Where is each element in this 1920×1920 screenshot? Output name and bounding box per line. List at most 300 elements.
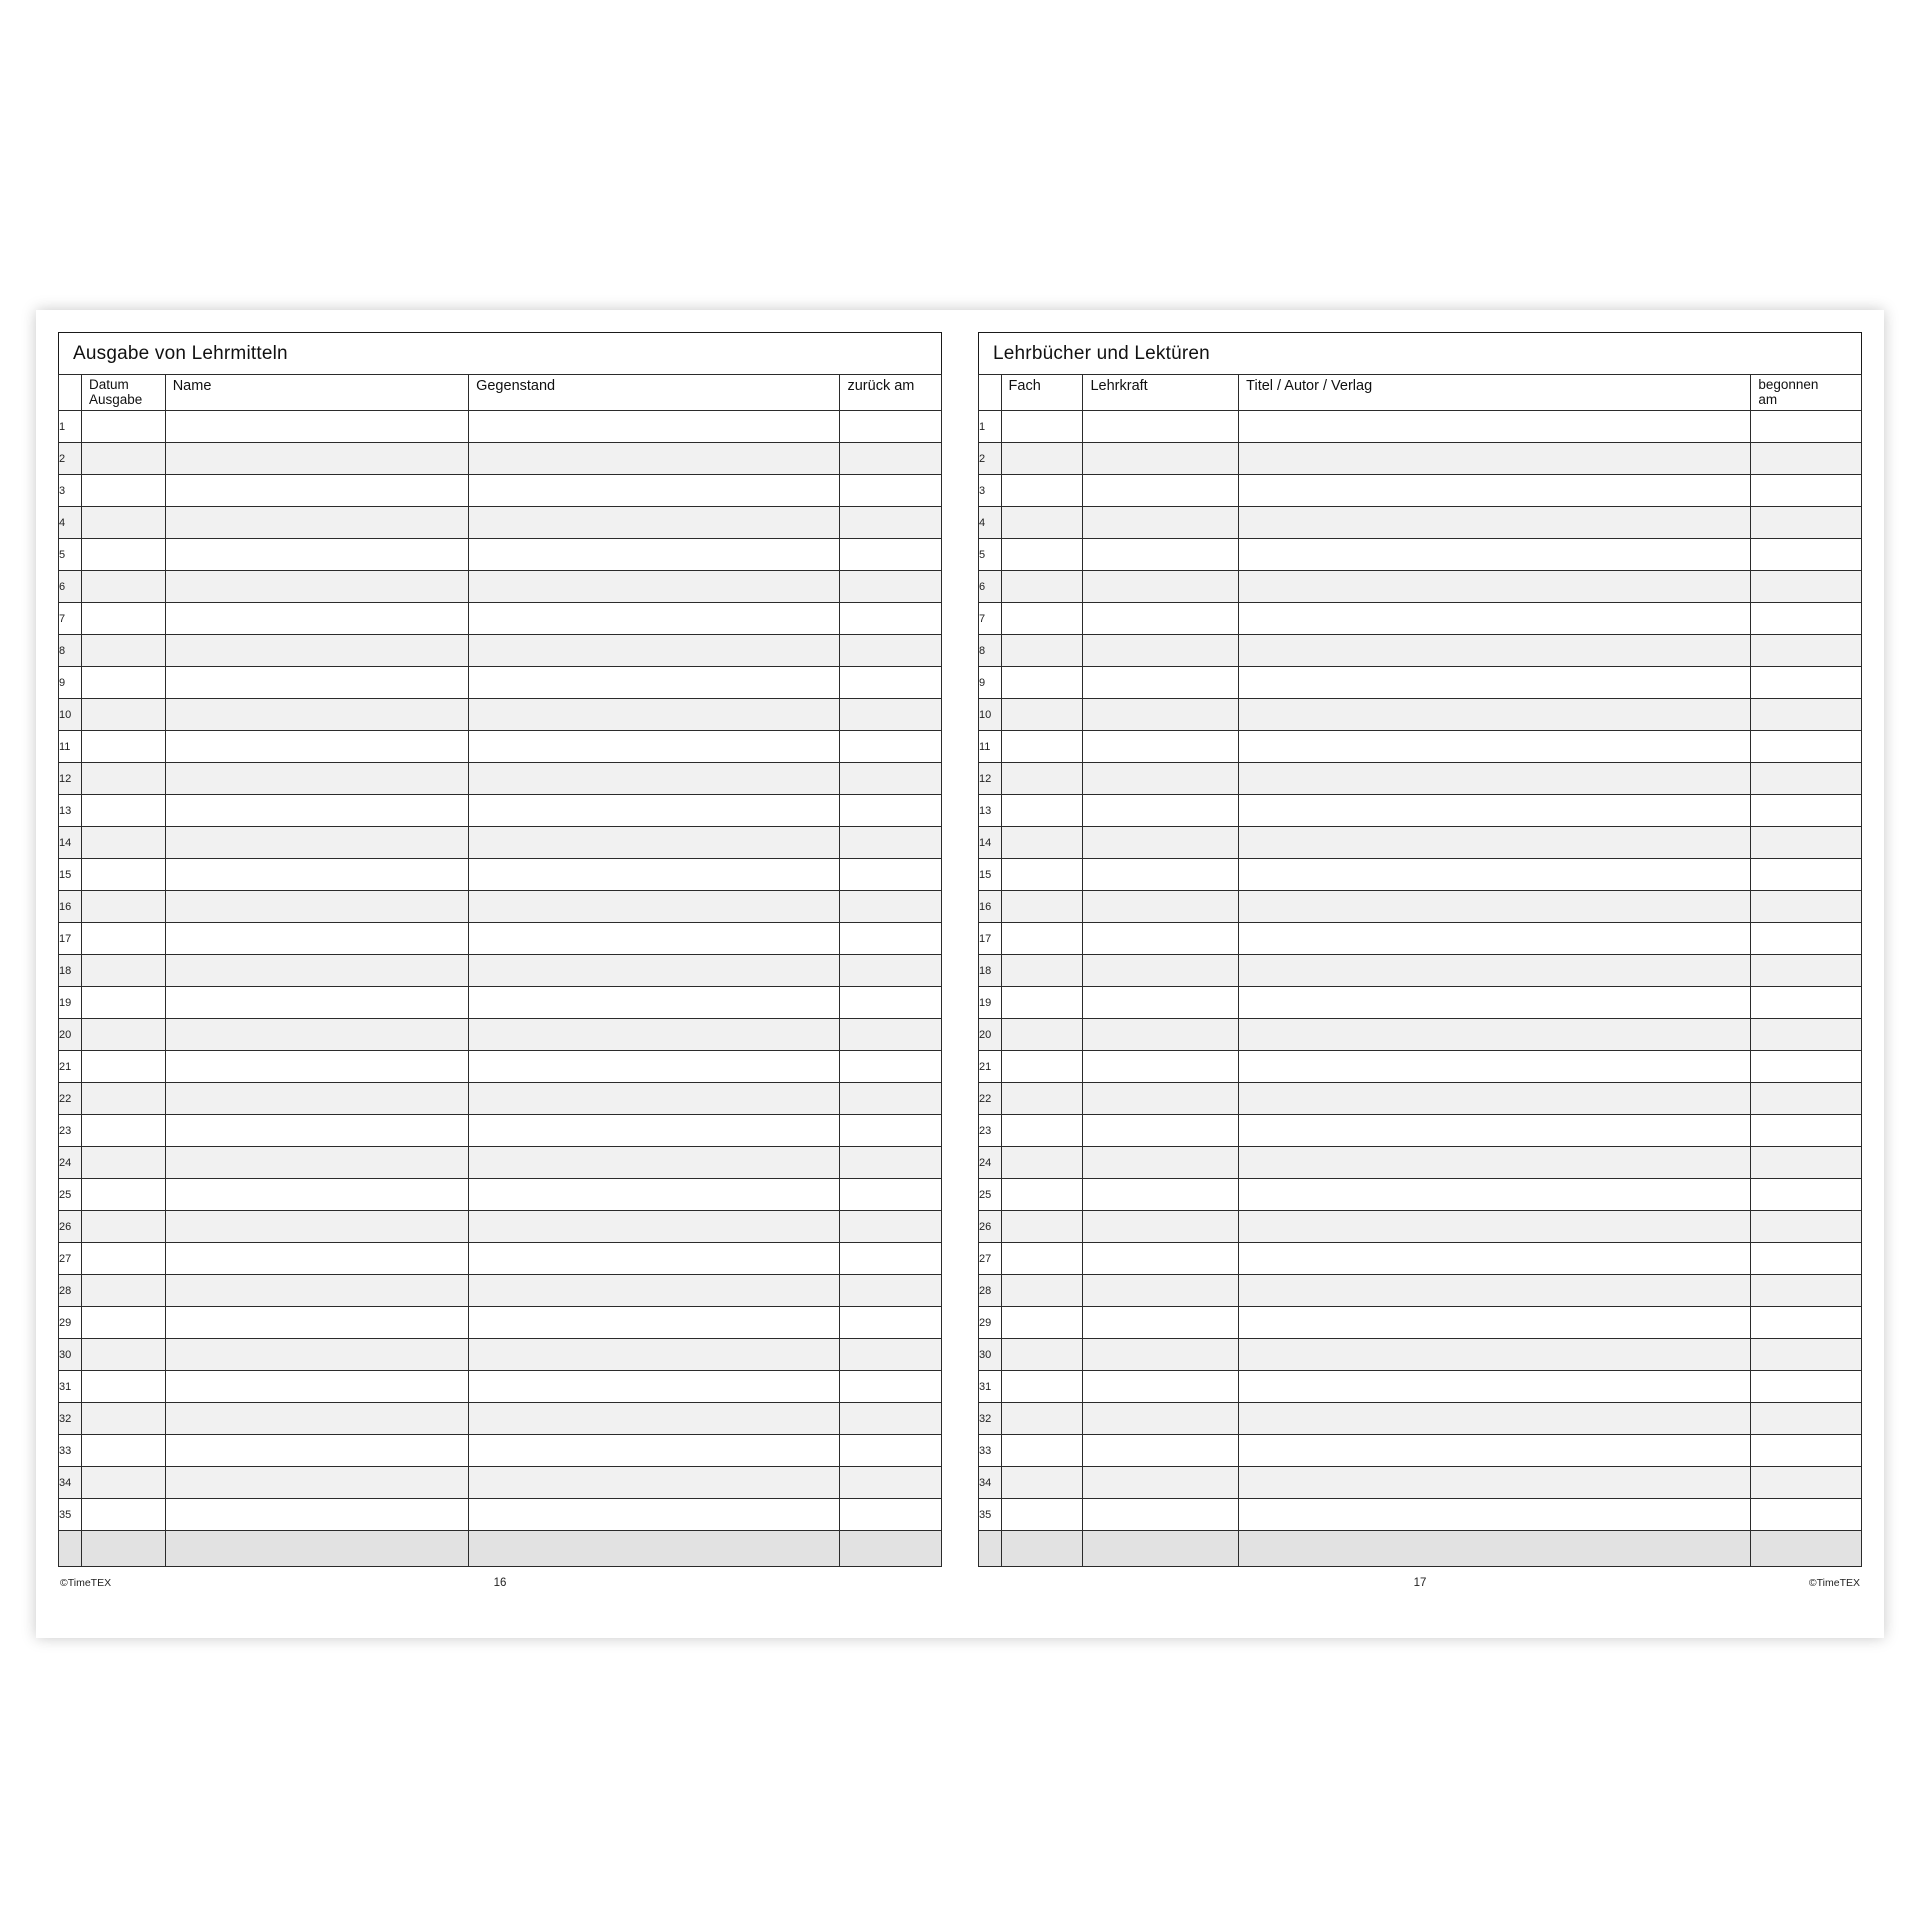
table-cell[interactable] <box>165 923 468 955</box>
table-row[interactable] <box>979 955 1862 987</box>
table-cell[interactable] <box>469 1083 840 1115</box>
table-cell[interactable] <box>1083 603 1239 635</box>
table-cell[interactable] <box>1239 1179 1751 1211</box>
table-cell[interactable] <box>82 1307 166 1339</box>
table-cell[interactable] <box>469 1403 840 1435</box>
table-cell[interactable] <box>165 1147 468 1179</box>
table-cell[interactable] <box>1751 1115 1862 1147</box>
table-row[interactable] <box>59 475 942 507</box>
table-cell[interactable] <box>840 699 942 731</box>
table-cell[interactable] <box>1751 1019 1862 1051</box>
table-cell[interactable] <box>165 475 468 507</box>
table-cell[interactable] <box>469 1019 840 1051</box>
table-cell[interactable] <box>1083 1435 1239 1467</box>
table-cell[interactable] <box>469 1467 840 1499</box>
table-cell[interactable] <box>840 475 942 507</box>
table-cell[interactable] <box>1001 1307 1083 1339</box>
table-cell[interactable] <box>1239 1499 1751 1531</box>
table-row[interactable] <box>59 1115 942 1147</box>
table-cell[interactable] <box>469 1307 840 1339</box>
table-cell[interactable] <box>1083 507 1239 539</box>
table-cell[interactable] <box>82 987 166 1019</box>
table-cell[interactable] <box>1751 475 1862 507</box>
table-row[interactable] <box>59 411 942 443</box>
table-row[interactable] <box>979 1019 1862 1051</box>
table-cell[interactable] <box>1239 1435 1751 1467</box>
table-cell[interactable] <box>1083 1499 1239 1531</box>
table-cell[interactable] <box>1751 1467 1862 1499</box>
table-cell[interactable] <box>82 603 166 635</box>
table-cell[interactable] <box>1001 1243 1083 1275</box>
table-cell[interactable] <box>1239 859 1751 891</box>
table-cell[interactable] <box>1001 923 1083 955</box>
table-row[interactable] <box>979 635 1862 667</box>
table-row[interactable] <box>59 1403 942 1435</box>
table-cell[interactable] <box>1751 1243 1862 1275</box>
table-cell[interactable] <box>1239 571 1751 603</box>
table-cell[interactable] <box>469 827 840 859</box>
table-cell[interactable] <box>1239 539 1751 571</box>
table-cell[interactable] <box>165 603 468 635</box>
table-cell[interactable] <box>469 891 840 923</box>
table-cell[interactable] <box>469 987 840 1019</box>
table-cell[interactable] <box>1083 1243 1239 1275</box>
table-cell[interactable] <box>82 411 166 443</box>
table-cell[interactable] <box>1001 603 1083 635</box>
table-row[interactable] <box>979 1307 1862 1339</box>
table-cell[interactable] <box>840 1435 942 1467</box>
table-cell[interactable] <box>82 1467 166 1499</box>
table-cell[interactable] <box>840 1147 942 1179</box>
table-cell[interactable] <box>1751 667 1862 699</box>
table-row[interactable] <box>59 1019 942 1051</box>
table-row[interactable] <box>979 1467 1862 1499</box>
table-cell[interactable] <box>469 1243 840 1275</box>
table-cell[interactable] <box>82 1115 166 1147</box>
table-cell[interactable] <box>469 1339 840 1371</box>
table-cell[interactable] <box>840 923 942 955</box>
table-cell[interactable] <box>1239 923 1751 955</box>
table-cell[interactable] <box>1001 987 1083 1019</box>
table-cell[interactable] <box>1751 1083 1862 1115</box>
table-row[interactable] <box>979 1115 1862 1147</box>
table-cell[interactable] <box>1239 1371 1751 1403</box>
table-cell[interactable] <box>840 1051 942 1083</box>
table-row[interactable] <box>59 987 942 1019</box>
table-row[interactable] <box>59 1179 942 1211</box>
table-cell[interactable] <box>840 667 942 699</box>
table-row[interactable] <box>979 1211 1862 1243</box>
table-cell[interactable] <box>165 827 468 859</box>
table-row[interactable] <box>979 795 1862 827</box>
table-cell[interactable] <box>1001 1115 1083 1147</box>
table-cell[interactable] <box>469 603 840 635</box>
table-cell[interactable] <box>1751 1275 1862 1307</box>
table-cell[interactable] <box>840 731 942 763</box>
table-cell[interactable] <box>1083 539 1239 571</box>
table-cell[interactable] <box>840 1019 942 1051</box>
table-cell[interactable] <box>1083 827 1239 859</box>
table-cell[interactable] <box>1751 827 1862 859</box>
table-cell[interactable] <box>1083 891 1239 923</box>
table-cell[interactable] <box>1083 859 1239 891</box>
table-cell[interactable] <box>1239 1211 1751 1243</box>
table-cell[interactable] <box>840 1211 942 1243</box>
table-cell[interactable] <box>469 443 840 475</box>
table-row[interactable] <box>59 891 942 923</box>
table-cell[interactable] <box>1751 1211 1862 1243</box>
table-row[interactable] <box>59 1435 942 1467</box>
table-row[interactable] <box>59 539 942 571</box>
table-cell[interactable] <box>1239 763 1751 795</box>
table-cell[interactable] <box>840 1083 942 1115</box>
table-row[interactable] <box>59 1243 942 1275</box>
table-cell[interactable] <box>1239 667 1751 699</box>
table-row[interactable] <box>979 1083 1862 1115</box>
table-cell[interactable] <box>165 507 468 539</box>
table-cell[interactable] <box>82 1435 166 1467</box>
table-cell[interactable] <box>165 571 468 603</box>
table-cell[interactable] <box>469 1051 840 1083</box>
table-cell[interactable] <box>82 1243 166 1275</box>
table-cell[interactable] <box>1083 571 1239 603</box>
table-cell[interactable] <box>1751 443 1862 475</box>
table-row[interactable] <box>59 1211 942 1243</box>
table-cell[interactable] <box>82 1019 166 1051</box>
table-cell[interactable] <box>469 923 840 955</box>
table-cell[interactable] <box>165 1211 468 1243</box>
table-row[interactable] <box>979 1499 1862 1531</box>
table-cell[interactable] <box>1001 731 1083 763</box>
table-cell[interactable] <box>165 891 468 923</box>
table-row[interactable] <box>59 827 942 859</box>
table-row[interactable] <box>979 1403 1862 1435</box>
table-cell[interactable] <box>1083 1275 1239 1307</box>
table-cell[interactable] <box>840 1403 942 1435</box>
table-cell[interactable] <box>1239 1147 1751 1179</box>
table-row[interactable] <box>979 443 1862 475</box>
table-cell[interactable] <box>1239 731 1751 763</box>
table-cell[interactable] <box>1239 891 1751 923</box>
table-cell[interactable] <box>165 763 468 795</box>
table-cell[interactable] <box>469 731 840 763</box>
table-cell[interactable] <box>1239 1275 1751 1307</box>
table-cell[interactable] <box>82 699 166 731</box>
table-row[interactable] <box>979 987 1862 1019</box>
table-cell[interactable] <box>165 443 468 475</box>
table-row[interactable] <box>59 699 942 731</box>
table-row[interactable] <box>59 923 942 955</box>
table-row[interactable] <box>979 1051 1862 1083</box>
table-cell[interactable] <box>82 1403 166 1435</box>
table-cell[interactable] <box>840 635 942 667</box>
table-cell[interactable] <box>82 1179 166 1211</box>
table-cell[interactable] <box>1001 795 1083 827</box>
table-cell[interactable] <box>1751 795 1862 827</box>
table-cell[interactable] <box>1001 1403 1083 1435</box>
table-cell[interactable] <box>1239 1115 1751 1147</box>
table-cell[interactable] <box>1001 827 1083 859</box>
table-cell[interactable] <box>1239 955 1751 987</box>
table-row[interactable] <box>59 1499 942 1531</box>
table-cell[interactable] <box>165 955 468 987</box>
table-cell[interactable] <box>1083 1083 1239 1115</box>
table-cell[interactable] <box>1239 411 1751 443</box>
table-cell[interactable] <box>469 1179 840 1211</box>
table-cell[interactable] <box>1001 475 1083 507</box>
table-cell[interactable] <box>165 1275 468 1307</box>
table-cell[interactable] <box>82 507 166 539</box>
table-cell[interactable] <box>82 571 166 603</box>
table-cell[interactable] <box>1083 667 1239 699</box>
table-cell[interactable] <box>82 891 166 923</box>
table-cell[interactable] <box>1083 475 1239 507</box>
table-row[interactable] <box>979 763 1862 795</box>
table-cell[interactable] <box>840 795 942 827</box>
table-cell[interactable] <box>840 507 942 539</box>
table-cell[interactable] <box>469 1115 840 1147</box>
table-cell[interactable] <box>1001 1499 1083 1531</box>
table-cell[interactable] <box>1083 1307 1239 1339</box>
table-cell[interactable] <box>1239 443 1751 475</box>
table-cell[interactable] <box>1083 1147 1239 1179</box>
table-row[interactable] <box>979 827 1862 859</box>
table-cell[interactable] <box>165 1339 468 1371</box>
table-cell[interactable] <box>165 859 468 891</box>
table-row[interactable] <box>59 859 942 891</box>
table-cell[interactable] <box>1751 923 1862 955</box>
table-cell[interactable] <box>165 1115 468 1147</box>
table-cell[interactable] <box>1083 443 1239 475</box>
table-cell[interactable] <box>1001 1147 1083 1179</box>
table-cell[interactable] <box>1083 1339 1239 1371</box>
table-cell[interactable] <box>840 1179 942 1211</box>
table-row[interactable] <box>979 1275 1862 1307</box>
table-row[interactable] <box>979 1371 1862 1403</box>
table-cell[interactable] <box>1083 699 1239 731</box>
table-row[interactable] <box>979 859 1862 891</box>
table-row[interactable] <box>59 443 942 475</box>
table-cell[interactable] <box>469 1211 840 1243</box>
table-cell[interactable] <box>469 1371 840 1403</box>
table-cell[interactable] <box>1751 1435 1862 1467</box>
table-cell[interactable] <box>165 1435 468 1467</box>
table-cell[interactable] <box>1239 1403 1751 1435</box>
table-cell[interactable] <box>1001 891 1083 923</box>
table-cell[interactable] <box>469 635 840 667</box>
table-cell[interactable] <box>1751 571 1862 603</box>
table-cell[interactable] <box>1083 1051 1239 1083</box>
table-cell[interactable] <box>1001 1179 1083 1211</box>
table-cell[interactable] <box>1751 1307 1862 1339</box>
table-cell[interactable] <box>1001 859 1083 891</box>
table-cell[interactable] <box>82 827 166 859</box>
table-cell[interactable] <box>1001 1051 1083 1083</box>
table-cell[interactable] <box>1751 539 1862 571</box>
table-row[interactable] <box>59 731 942 763</box>
table-cell[interactable] <box>1751 1051 1862 1083</box>
table-cell[interactable] <box>1001 955 1083 987</box>
table-cell[interactable] <box>840 1339 942 1371</box>
table-cell[interactable] <box>165 635 468 667</box>
table-cell[interactable] <box>469 1499 840 1531</box>
table-row[interactable] <box>979 1147 1862 1179</box>
table-cell[interactable] <box>469 507 840 539</box>
table-cell[interactable] <box>1751 891 1862 923</box>
table-cell[interactable] <box>1751 603 1862 635</box>
table-cell[interactable] <box>165 1467 468 1499</box>
table-cell[interactable] <box>840 571 942 603</box>
table-cell[interactable] <box>1751 763 1862 795</box>
table-cell[interactable] <box>840 763 942 795</box>
table-cell[interactable] <box>1083 1371 1239 1403</box>
table-cell[interactable] <box>840 539 942 571</box>
table-cell[interactable] <box>1751 635 1862 667</box>
table-row[interactable] <box>59 507 942 539</box>
table-cell[interactable] <box>840 443 942 475</box>
table-cell[interactable] <box>469 699 840 731</box>
table-cell[interactable] <box>82 1211 166 1243</box>
table-cell[interactable] <box>1751 507 1862 539</box>
table-cell[interactable] <box>1083 1115 1239 1147</box>
table-cell[interactable] <box>469 859 840 891</box>
table-cell[interactable] <box>165 731 468 763</box>
table-cell[interactable] <box>82 635 166 667</box>
table-cell[interactable] <box>82 859 166 891</box>
table-cell[interactable] <box>165 1179 468 1211</box>
table-cell[interactable] <box>469 411 840 443</box>
table-cell[interactable] <box>840 1275 942 1307</box>
table-cell[interactable] <box>469 571 840 603</box>
table-row[interactable] <box>59 1275 942 1307</box>
table-cell[interactable] <box>1001 539 1083 571</box>
table-cell[interactable] <box>840 1467 942 1499</box>
table-cell[interactable] <box>1239 699 1751 731</box>
table-cell[interactable] <box>1083 411 1239 443</box>
table-row[interactable] <box>979 1179 1862 1211</box>
table-cell[interactable] <box>1751 699 1862 731</box>
table-cell[interactable] <box>840 891 942 923</box>
table-cell[interactable] <box>165 1307 468 1339</box>
table-cell[interactable] <box>1751 1371 1862 1403</box>
table-cell[interactable] <box>165 1051 468 1083</box>
table-cell[interactable] <box>165 795 468 827</box>
table-cell[interactable] <box>1239 1051 1751 1083</box>
table-row[interactable] <box>59 1371 942 1403</box>
table-cell[interactable] <box>1239 795 1751 827</box>
table-cell[interactable] <box>1083 1403 1239 1435</box>
table-cell[interactable] <box>1751 1147 1862 1179</box>
table-cell[interactable] <box>840 955 942 987</box>
table-cell[interactable] <box>165 539 468 571</box>
table-cell[interactable] <box>82 1499 166 1531</box>
table-cell[interactable] <box>1751 987 1862 1019</box>
table-row[interactable] <box>59 1307 942 1339</box>
table-cell[interactable] <box>82 731 166 763</box>
table-cell[interactable] <box>82 1339 166 1371</box>
table-row[interactable] <box>979 411 1862 443</box>
table-cell[interactable] <box>82 763 166 795</box>
table-cell[interactable] <box>1083 1019 1239 1051</box>
table-cell[interactable] <box>1751 859 1862 891</box>
table-cell[interactable] <box>1239 1083 1751 1115</box>
table-cell[interactable] <box>840 1371 942 1403</box>
table-cell[interactable] <box>1001 699 1083 731</box>
table-cell[interactable] <box>1083 731 1239 763</box>
table-cell[interactable] <box>840 1307 942 1339</box>
table-cell[interactable] <box>1001 1435 1083 1467</box>
table-cell[interactable] <box>1083 987 1239 1019</box>
table-cell[interactable] <box>1083 763 1239 795</box>
table-cell[interactable] <box>1083 1179 1239 1211</box>
table-cell[interactable] <box>1001 1339 1083 1371</box>
table-cell[interactable] <box>1083 1211 1239 1243</box>
table-cell[interactable] <box>469 667 840 699</box>
table-cell[interactable] <box>82 795 166 827</box>
table-cell[interactable] <box>165 1083 468 1115</box>
table-cell[interactable] <box>1239 1307 1751 1339</box>
table-cell[interactable] <box>1751 411 1862 443</box>
table-cell[interactable] <box>840 411 942 443</box>
table-cell[interactable] <box>1751 1499 1862 1531</box>
table-cell[interactable] <box>165 1499 468 1531</box>
table-row[interactable] <box>59 1339 942 1371</box>
table-cell[interactable] <box>1001 1019 1083 1051</box>
table-cell[interactable] <box>82 475 166 507</box>
table-row[interactable] <box>979 603 1862 635</box>
table-cell[interactable] <box>82 443 166 475</box>
table-cell[interactable] <box>1751 1339 1862 1371</box>
table-cell[interactable] <box>1001 1211 1083 1243</box>
table-cell[interactable] <box>1751 1179 1862 1211</box>
table-cell[interactable] <box>469 763 840 795</box>
table-cell[interactable] <box>1083 923 1239 955</box>
table-cell[interactable] <box>840 859 942 891</box>
table-cell[interactable] <box>840 603 942 635</box>
table-row[interactable] <box>979 667 1862 699</box>
table-cell[interactable] <box>469 1435 840 1467</box>
table-row[interactable] <box>59 955 942 987</box>
table-cell[interactable] <box>1083 795 1239 827</box>
table-cell[interactable] <box>1239 1019 1751 1051</box>
table-cell[interactable] <box>1751 731 1862 763</box>
table-cell[interactable] <box>1001 763 1083 795</box>
table-cell[interactable] <box>165 1243 468 1275</box>
table-row[interactable] <box>59 1083 942 1115</box>
table-cell[interactable] <box>1083 955 1239 987</box>
table-row[interactable] <box>979 1435 1862 1467</box>
table-row[interactable] <box>979 539 1862 571</box>
table-cell[interactable] <box>1239 475 1751 507</box>
table-cell[interactable] <box>469 539 840 571</box>
table-cell[interactable] <box>1001 1467 1083 1499</box>
table-cell[interactable] <box>1239 1243 1751 1275</box>
table-cell[interactable] <box>469 1147 840 1179</box>
table-row[interactable] <box>59 1051 942 1083</box>
table-cell[interactable] <box>82 1083 166 1115</box>
table-cell[interactable] <box>1001 635 1083 667</box>
table-cell[interactable] <box>1239 827 1751 859</box>
table-cell[interactable] <box>165 1371 468 1403</box>
table-row[interactable] <box>59 667 942 699</box>
table-cell[interactable] <box>1751 955 1862 987</box>
table-row[interactable] <box>59 571 942 603</box>
table-row[interactable] <box>59 1147 942 1179</box>
table-cell[interactable] <box>469 795 840 827</box>
table-cell[interactable] <box>165 667 468 699</box>
table-cell[interactable] <box>1239 635 1751 667</box>
table-cell[interactable] <box>1239 1467 1751 1499</box>
